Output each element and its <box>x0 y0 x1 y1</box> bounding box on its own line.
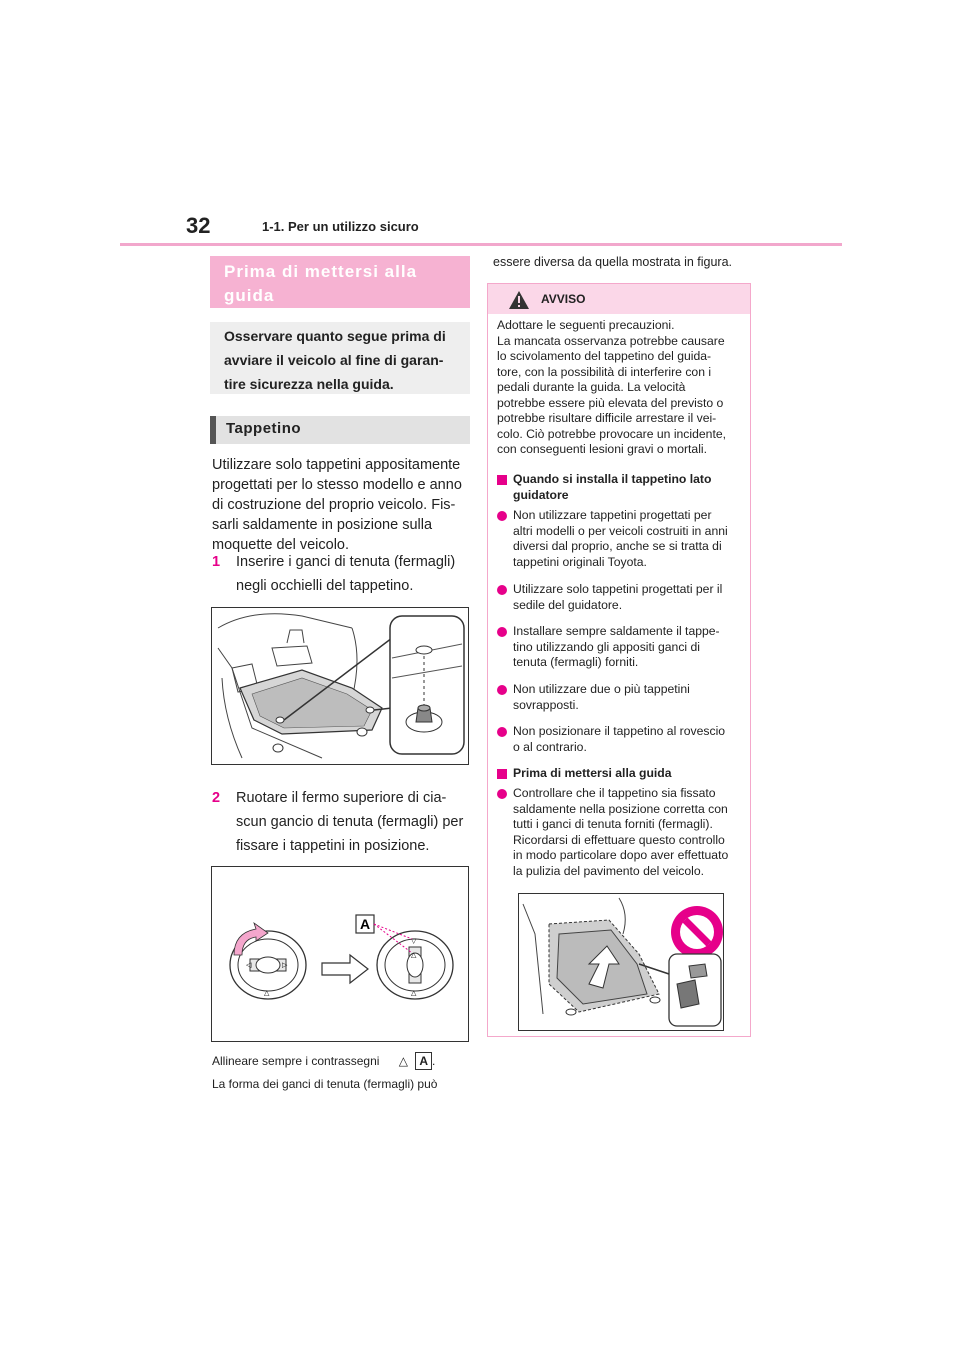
svg-text:△: △ <box>264 989 270 997</box>
section-title: 1-1. Per un utilizzo sicuro <box>262 219 419 234</box>
step-2-number: 2 <box>212 790 221 806</box>
warning-header <box>488 284 750 314</box>
circle-bullet-icon <box>497 511 507 521</box>
circle-bullet-icon <box>497 585 507 595</box>
warning-section-2-title: Prima di mettersi alla guida <box>497 766 745 782</box>
caption-label-a: A <box>415 1052 432 1070</box>
para-line: progettati per lo stesso modello e anno <box>212 477 462 493</box>
caption-align <box>212 1052 474 1070</box>
step-1 <box>212 550 474 600</box>
square-bullet-icon <box>497 769 507 779</box>
heading-prima-guida <box>210 256 470 308</box>
step-2 <box>212 786 474 858</box>
triangle-mark-icon: △ <box>398 1054 408 1068</box>
para-line: sarli saldamente in posizione sulla <box>212 517 433 533</box>
header-rule <box>120 243 842 246</box>
warning-section-1-title: Quando si installa il tappetino lato guidatore <box>497 472 745 503</box>
intro-line: Osservare quanto segue prima di <box>224 328 446 344</box>
warning-bullet: Non utilizzare due o più tappetini sovrapposti. <box>497 682 745 713</box>
para-line: Utilizzare solo tappetini appositamente <box>212 457 461 473</box>
warning-paragraph: Adottare le seguenti precauzioni. La mancata osservanza potrebbe causare lo scivolamento del tappetino del guida- tore, con la possibilità di interferire con i pedali durante la guida. La velocità potrebbe essere più elevata del previsto o potrebbe risultare difficile arrestare il vei- colo. Ciò potrebbe provocare un incidente, con conseguenti lesioni gravi o mortali. <box>497 318 726 456</box>
warning-bullet: Controllare che il tappetino sia fissato saldamente nella posizione corretta con tutti i ganci di tenuta forniti (fermagli). Ricordarsi di effettuare questo controllo in modo particolare dopo aver effettuato la pulizia del pavimento del veicolo. <box>497 786 745 879</box>
figure-floor-mat-hooks <box>211 607 469 765</box>
circle-bullet-icon <box>497 627 507 637</box>
para-line: di costruzione del proprio veicolo. Fis- <box>212 497 456 513</box>
floor-mat-illustration <box>212 608 468 764</box>
svg-text:△: △ <box>411 951 417 959</box>
warning-bullet: Non posizionare il tappetino al rovescio o al contrario. <box>497 724 745 755</box>
subheading-tappetino <box>210 416 470 444</box>
hook-rotation-illustration <box>212 867 468 1041</box>
circle-bullet-icon <box>497 727 507 737</box>
warning-title: AVVISO <box>541 292 586 306</box>
step-2-text: Ruotare il fermo superiore di cia- scun gancio di tenuta (fermagli) per fissare i tappetini in posizione. <box>236 790 464 854</box>
subheading-text: Tappetino <box>226 420 302 437</box>
svg-text:▽: ▽ <box>411 937 417 945</box>
warning-bullet: Non utilizzare tappetini progettati per altri modelli o per veicoli costruiti in anni diversi dal proprio, anche se si tratta di tappetini originali Toyota. <box>497 508 745 570</box>
svg-text:△: △ <box>411 989 417 997</box>
tappetino-paragraph <box>212 455 474 555</box>
step-1-number: 1 <box>212 554 221 570</box>
circle-bullet-icon <box>497 789 507 799</box>
warning-bullet: Utilizzare solo tappetini progettati per il sedile del guidatore. <box>497 582 745 613</box>
fig2-label-a: A <box>360 916 371 932</box>
prohibition-icon <box>671 906 723 958</box>
warning-box <box>487 283 751 1037</box>
figure-hook-rotation <box>211 866 469 1042</box>
heading-prima-guida-text: Prima di mettersi alla guida <box>224 262 418 305</box>
wrong-mat-illustration <box>519 894 723 1030</box>
warning-triangle-icon <box>508 290 530 310</box>
intro-line: tire sicurezza nella guida. <box>224 376 394 392</box>
subheading-bar <box>210 416 216 444</box>
caption-shape: La forma dei ganci di tenuta (fermagli) può <box>212 1077 438 1091</box>
step-1-text: Inserire i ganci di tenuta (fermagli) negli occhielli del tappetino. <box>236 554 456 594</box>
square-bullet-icon <box>497 475 507 485</box>
caption-align-text: Allineare sempre i contrassegni <box>212 1054 380 1068</box>
warning-bullet: Installare sempre saldamente il tappe- tino utilizzando gli appositi ganci di tenuta (fermagli) forniti. <box>497 624 745 671</box>
figure-wrong-mat <box>518 893 724 1031</box>
right-intro-text: essere diversa da quella mostrata in figura. <box>493 255 733 269</box>
intro-line: avviare il veicolo al fine di garan- <box>224 352 444 368</box>
page-number: 32 <box>186 213 211 238</box>
caption-end: . <box>432 1054 436 1068</box>
right-arrow-icon <box>322 955 368 983</box>
circle-bullet-icon <box>497 685 507 695</box>
svg-text:◁: ◁ <box>246 961 252 969</box>
para-line: moquette del veicolo. <box>212 537 350 553</box>
intro-box <box>210 322 470 394</box>
svg-text:▷: ▷ <box>282 961 288 969</box>
